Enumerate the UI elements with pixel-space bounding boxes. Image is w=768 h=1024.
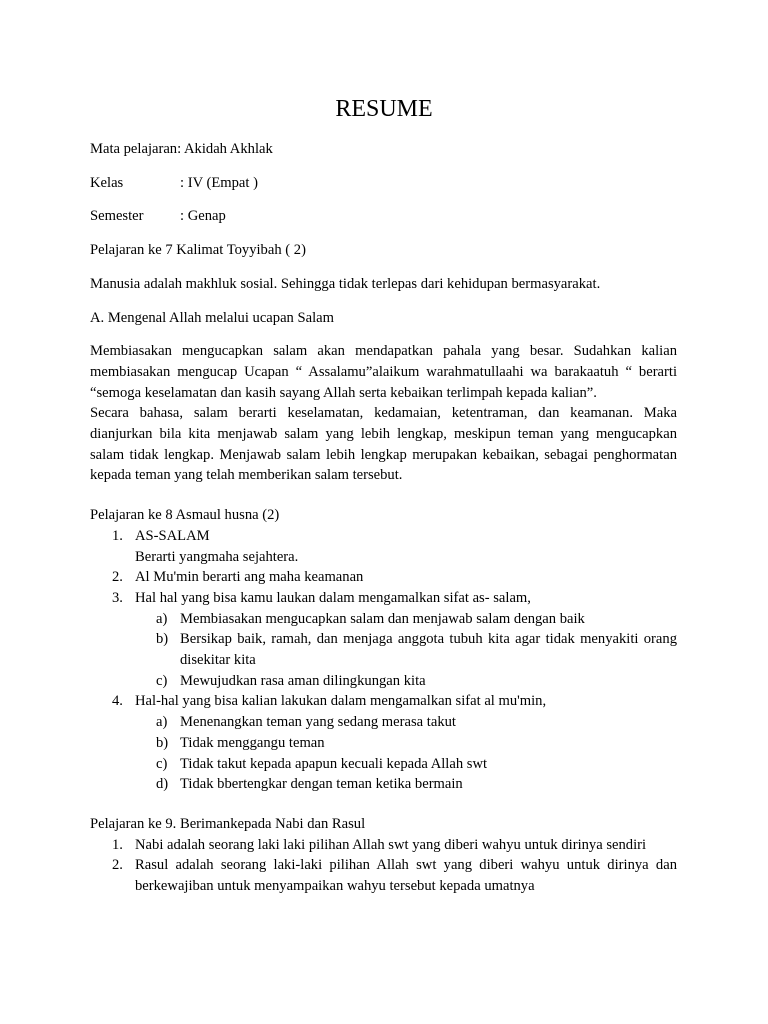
sublist-item-text: Bersikap baik, ramah, dan menjaga anggota tubuh kita agar tidak menyakiti orang disekitar kita — [180, 631, 677, 669]
list-number: 1. — [112, 836, 123, 853]
semester-label: Semester — [90, 208, 144, 225]
list-number: 2. — [112, 857, 123, 874]
list-item-subline: Berarti yangmaha sejahtera. — [135, 548, 299, 565]
lesson8-sublist-mumin — [90, 712, 677, 795]
list-number: 3. — [112, 589, 123, 606]
sublist-item-text: Tidak takut kepada apapun kecuali kepada Allah swt — [180, 755, 488, 772]
sublist-letter: a) — [156, 610, 168, 627]
sublist-letter: a) — [156, 714, 168, 731]
sublist-letter: c) — [156, 672, 168, 689]
lesson8-sublist-salam — [90, 609, 677, 692]
list-item — [90, 588, 677, 609]
list-number: 4. — [112, 693, 123, 710]
sublist-item-text: Tidak menggangu teman — [180, 734, 325, 751]
sublist-letter: c) — [156, 755, 168, 772]
class-label: Kelas — [90, 174, 124, 191]
sublist-item-text: Menenangkan teman yang sedang merasa takut — [180, 714, 456, 731]
lesson7-paragraph-1: Membiasakan mengucapkan salam akan mendapatkan pahala yang besar. Sudahkan kalian membiasakan mengucap Ucapan “ Assalamu”alaikum warahmatullaahi wa barakaatuh “ berarti “semoga keselamatan dan kasih sayang Allah serta kebaikan terlimpah kepada kalian”. — [90, 343, 677, 401]
sublist-item — [90, 609, 677, 630]
lesson7-paragraph-2: Secara bahasa, salam berarti keselamatan, kedamaian, ketentraman, dan keamanan. Maka dianjurkan bila kita menjawab salam yang lebih lengkap, meskipun teman yang mengucapkan salam tidak lengkap. Menjawab salam lebih lengkap merupakan kebaikan, sebagai penghormatan kepada teman yang telah memberikan salam tersebut. — [90, 405, 677, 484]
sublist-item-text: Membiasakan mengucapkan salam dan menjawab salam dengan baik — [180, 610, 585, 627]
sublist-item-text: Tidak bbertengkar dengan teman ketika bermain — [180, 776, 463, 793]
lesson8-heading: Pelajaran ke 8 Asmaul husna (2) — [90, 507, 280, 524]
lesson8-list-continued — [90, 691, 677, 712]
list-item-text: Al Mu'min berarti ang maha keamanan — [135, 569, 364, 586]
lesson9-list — [90, 835, 677, 897]
lesson7-section-a: A. Mengenal Allah melalui ucapan Salam — [90, 309, 334, 326]
sublist-item — [90, 712, 677, 733]
sublist-item — [90, 754, 677, 775]
sublist-item — [90, 774, 677, 795]
sublist-letter: b) — [156, 734, 169, 751]
document-title: RESUME — [335, 96, 433, 122]
list-item-text: Hal hal yang bisa kamu laukan dalam mengamalkan sifat as- salam, — [135, 589, 531, 606]
semester-value: : Genap — [180, 208, 226, 225]
sublist-letter: b) — [156, 631, 169, 648]
list-item — [90, 855, 677, 896]
subject-line: Mata pelajaran: Akidah Akhlak — [90, 141, 273, 157]
list-number: 2. — [112, 569, 123, 586]
sublist-item — [90, 671, 677, 692]
class-row — [90, 173, 677, 194]
list-item-text: Rasul adalah seorang laki-laki pilihan Allah swt yang diberi wahyu untuk dirinya dan berkewajiban untuk menyampaikan wahyu tersebut kepada umatnya — [135, 857, 677, 895]
list-item — [90, 567, 677, 588]
class-value: : IV (Empat ) — [180, 174, 258, 191]
list-item — [90, 691, 677, 712]
sublist-item-text: Mewujudkan rasa aman dilingkungan kita — [180, 672, 426, 689]
document-body — [90, 139, 677, 897]
list-item-text: Hal-hal yang bisa kalian lakukan dalam mengamalkan sifat al mu'min, — [135, 693, 547, 710]
sublist-item — [90, 629, 677, 670]
semester-row — [90, 206, 677, 227]
sublist-item — [90, 733, 677, 754]
sublist-letter: d) — [156, 776, 169, 793]
list-item-text: AS-SALAM — [135, 527, 210, 544]
list-number: 1. — [112, 527, 123, 544]
lesson7-heading: Pelajaran ke 7 Kalimat Toyyibah ( 2) — [90, 242, 306, 259]
list-item-text: Nabi adalah seorang laki laki pilihan Allah swt yang diberi wahyu untuk dirinya sendiri — [135, 836, 647, 853]
list-item — [90, 526, 677, 567]
lesson8-list — [90, 526, 677, 609]
list-item — [90, 835, 677, 856]
lesson9-heading: Pelajaran ke 9. Berimankepada Nabi dan Rasul — [90, 815, 366, 832]
lesson7-intro: Manusia adalah makhluk sosial. Sehingga tidak terlepas dari kehidupan bermasyarakat. — [90, 275, 601, 292]
